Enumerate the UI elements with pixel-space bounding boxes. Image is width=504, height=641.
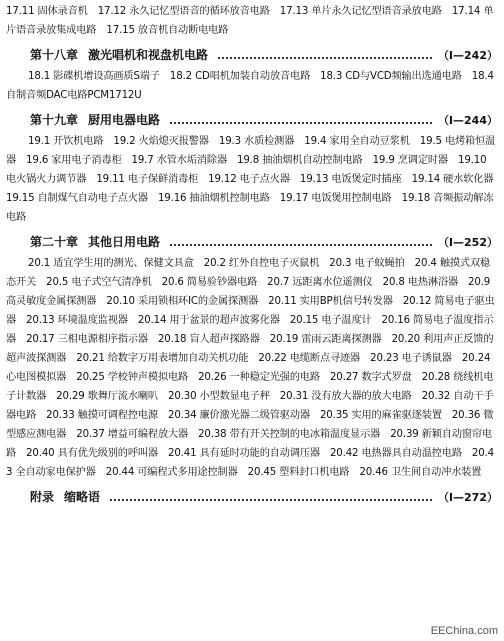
watermark-text: EEChina.com [430, 625, 498, 637]
chapter-number: 附录 [30, 490, 55, 504]
chapter-entries-19: 19.1 开饮机电路 19.2 火焰熄灭报警器 19.3 水质检测器 19.4 家用全自动豆浆机 19.5 电烤箱恒温器 19.6 家用电子消毒柜 19.7 水管水垢消除器 19.8 抽油烟机自动控制电路 19.9 烹调定时器 19.10 电火锅火力调节器 19.11 电子保鲜消毒柜 19.12 电子点火器 19.13 电饭煲定时插座 19.14 硬水软化器 19.15 自制煤气自动电子点火器 19.16 抽油烟机控制电路 19.17 电饭煲用控制电路 19.18 音频振动解冻电路 [6, 136, 504, 223]
intro-paragraph: 17.11 固体录音机 17.12 永久记忆型语音的循环放音电路 17.13 单片永久记忆型语音录放电路 17.14 单片语音录放集成电路 17.15 放音机自动断电电路 [6, 6, 494, 36]
leader-dots [170, 122, 432, 124]
leader-dots [110, 499, 432, 501]
chapter-number: 第十八章 [30, 48, 79, 62]
toc-page [6, 2, 504, 509]
chapter-entries-20: 20.1 适宜学生用的测光、保健文具盒 20.2 红外自控电子灭鼠机 20.3 电子蚊蝇拍 20.4 触摸式双稳态开关 20.5 电子式空气清净机 20.6 简易验钞器电路 20.7 远距离水位遥测仪 20.8 电热淋浴器 20.9 高灵敏度金属探测器 20.10 采用锁相环IC的金属探测器 20.11 实用BP机信号转发器 20.12 简易电子驱虫器 20.13 环境温度监视器 20.14 用于盆景的超声波雾化器 20.15 电子温度计 20.16 简易电子温度指示器 20.17 三相电源相序指示器 20.18 盲人超声探路器 20.19 雷雨云距离探测器 20.20 利用声正反馈的超声波探测器 20.21 给数字万用表增加自动关机功能 20.22 电缆断点寻迹器 20.23 电子诱鼠器 20.24 心电图模拟器 20.25 学校钟声模拟电路 20.26 一种稳定光强的电路 20.27 数字式罗盘 20.28 绕线机电子计数器 20.29 歌舞厅流水喇叭 20.30 小型数显电子秤 20.31 没有放大器的放大电路 20.32 自动干手器电路 20.33 触摸可调程控电源 20.34 廉价激光器二级管驱动器 20.35 实用的麻雀驱逐装置 20.36 微型感应测电器 20.37 增益可编程放大器 20.38 带有开关控制的电冰箱温度显示器 20.39 新颖自动窗帘电路 20.40 具有优先级别的呼叫器 20.41 具有延时功能的自动调压器 20.42 电热器具自动温控电路 20.43 全自动家电保护器 20.44 可编程式多用途控制器 20.45 塑料封口机电路 20.46 卫生间自动冲水装置 [6, 258, 495, 478]
chapter-heading-20[interactable] [6, 233, 498, 250]
chapter-heading-appendix[interactable] [6, 488, 498, 505]
chapter-title: 厨用电器电路 [88, 113, 161, 127]
chapter-number: 第十九章 [30, 113, 79, 127]
chapter-entries-18: 18.1 影碟机增设高画质S端子 18.2 CD唱机加装自动放音电路 18.3 CD与VCD频输出选通电路 18.4 自制音频DAC电路PCM1712U [6, 71, 494, 101]
chapter-number: 第二十章 [30, 235, 79, 249]
leader-dots [218, 57, 432, 59]
chapter-title: 缩略语 [64, 490, 101, 504]
chapter-title: 激光唱机和视盘机电路 [88, 48, 209, 62]
chapter-heading-19[interactable] [6, 111, 498, 128]
chapter-heading-18[interactable] [6, 46, 498, 63]
chapter-page: （Ⅰ—252） [437, 236, 498, 249]
leader-dots [170, 244, 432, 246]
chapter-page: （Ⅰ—242） [437, 49, 498, 62]
chapter-title: 其他日用电路 [88, 235, 161, 249]
chapter-page: （Ⅰ—244） [437, 114, 498, 127]
chapter-page: （Ⅰ—272） [437, 491, 498, 504]
